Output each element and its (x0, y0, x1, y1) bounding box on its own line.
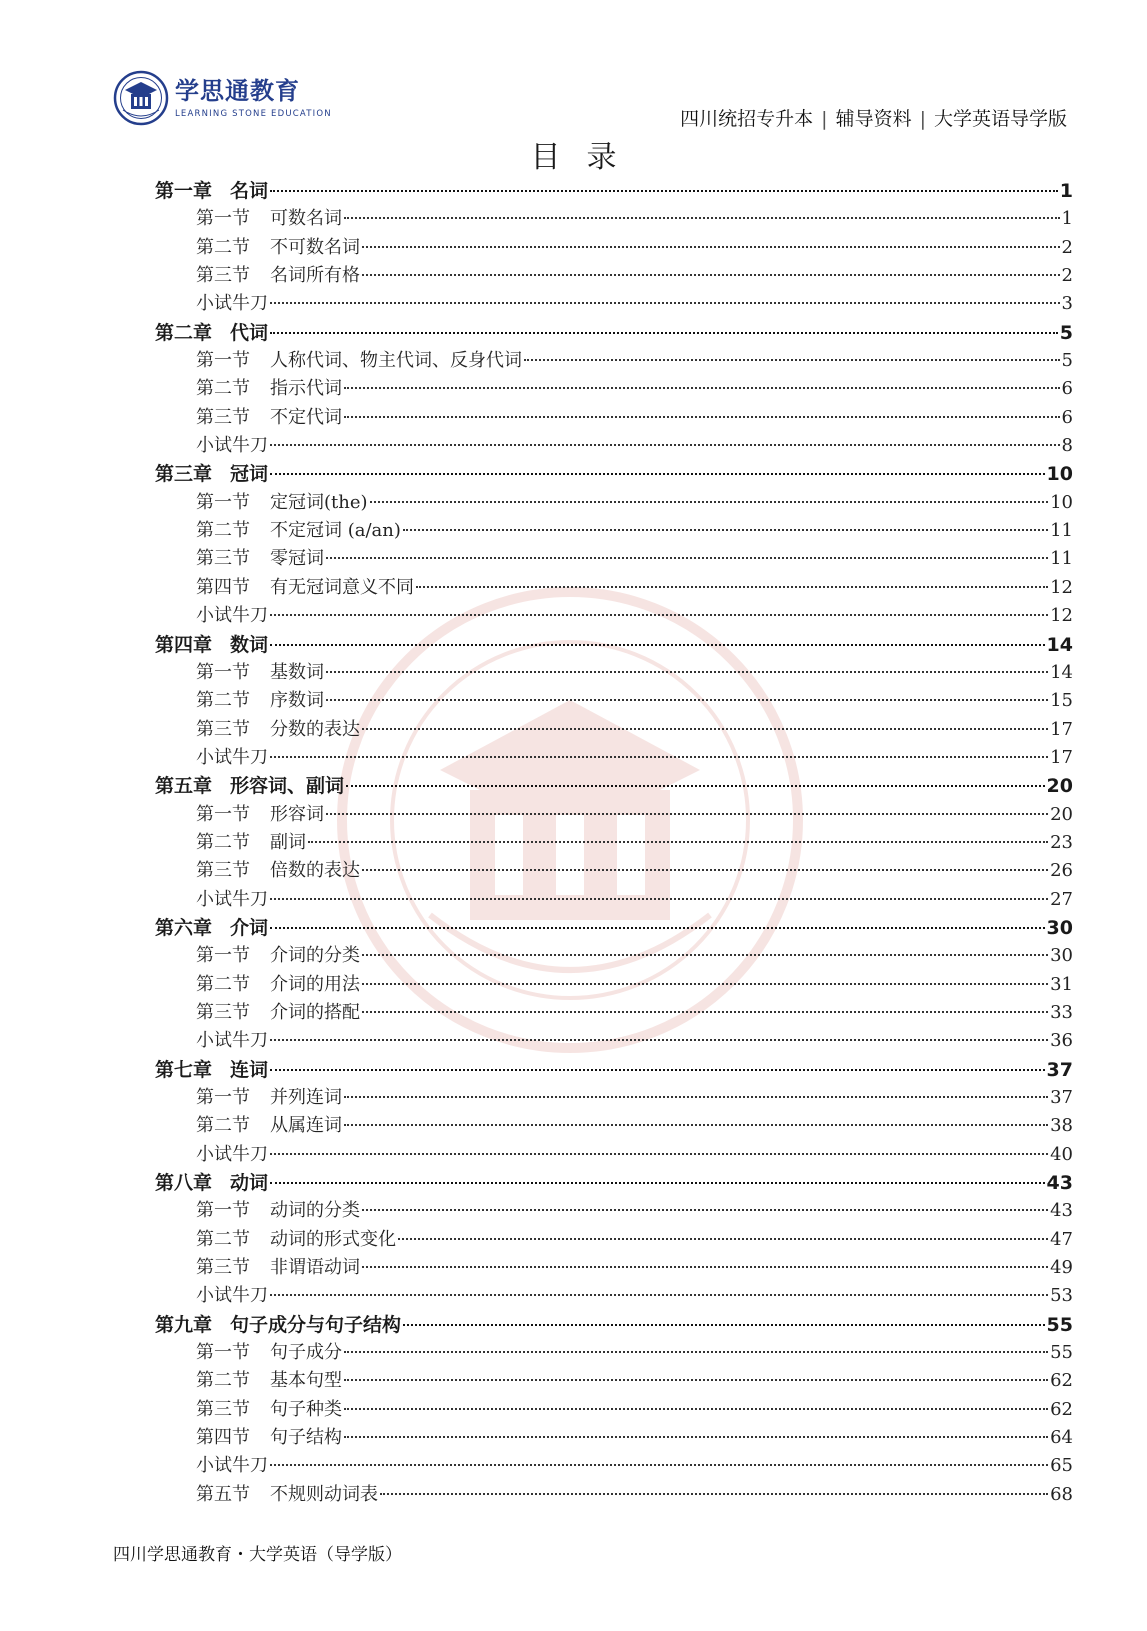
toc-entry-title: 指示代词 (270, 378, 342, 400)
dot-leader (270, 756, 1048, 758)
toc-entry-title: 数词 (230, 633, 269, 656)
dot-leader (362, 728, 1048, 730)
toc-entry-title: 代词 (230, 321, 269, 344)
toc-entry-title: 基数词 (270, 661, 324, 683)
toc-entry-title: 序数词 (270, 690, 324, 712)
dot-leader (362, 983, 1048, 985)
dot-leader (398, 1238, 1048, 1240)
toc-entry-title: 不定冠词 (a/an) (270, 520, 401, 542)
toc-page-number: 12 (1050, 605, 1073, 627)
dot-leader (370, 501, 1049, 503)
toc-page-number: 37 (1046, 1058, 1073, 1081)
dot-leader (344, 1096, 1048, 1098)
toc-section-row[interactable] (155, 829, 1073, 857)
toc-entry-label: 第二节 (196, 236, 250, 258)
dot-leader (270, 644, 1045, 646)
dot-leader (308, 841, 1048, 843)
toc-entry-title: 人称代词、物主代词、反身代词 (270, 350, 522, 372)
toc-entry-label: 第八章 (155, 1172, 213, 1195)
toc-entry-title: 句子种类 (270, 1398, 342, 1420)
toc-page-number: 27 (1050, 888, 1073, 910)
toc-entry-title: 非谓语动词 (270, 1257, 360, 1279)
toc-page-number: 14 (1046, 633, 1073, 656)
dot-leader (344, 1436, 1048, 1438)
toc-chapter-row[interactable] (155, 914, 1073, 942)
toc-page-number: 64 (1050, 1427, 1073, 1449)
toc-section-row[interactable] (155, 942, 1073, 970)
dot-leader (326, 699, 1048, 701)
dot-leader (270, 898, 1048, 900)
toc-entry-title: 并列连词 (270, 1087, 342, 1108)
brand-logo (113, 70, 332, 126)
toc-entry-title: 小试牛刀 (196, 1143, 268, 1165)
dot-leader (270, 1464, 1048, 1466)
toc-entry-label: 第九章 (155, 1313, 213, 1336)
series-separator: | (919, 108, 926, 130)
toc-section-row[interactable] (155, 687, 1073, 715)
toc-entry-label: 第三章 (155, 463, 213, 486)
toc-section-row[interactable] (155, 1339, 1073, 1367)
toc-section-row[interactable] (155, 1282, 1073, 1310)
toc-entry-title: 不可数名词 (270, 236, 360, 258)
toc-page-number: 10 (1050, 491, 1073, 513)
toc-chapter-row[interactable] (155, 631, 1073, 659)
toc-entry-title: 副词 (270, 831, 306, 853)
toc-entry-title: 名词 (230, 180, 269, 202)
toc-section-row[interactable] (155, 375, 1073, 403)
dot-leader (326, 671, 1048, 673)
toc-chapter-row[interactable] (155, 319, 1073, 347)
dot-leader (362, 274, 1060, 276)
page-footer: 四川学思通教育・大学英语（导学版） (113, 1545, 402, 1565)
series-part: 四川统招专升本 (680, 108, 814, 130)
toc-section-row[interactable] (155, 1424, 1073, 1452)
toc-entry-title: 形容词、副词 (230, 775, 345, 798)
toc-section-row[interactable] (155, 602, 1073, 630)
toc-page-number: 17 (1050, 718, 1073, 740)
toc-page-number: 62 (1050, 1370, 1073, 1392)
toc-section-row[interactable] (155, 404, 1073, 432)
toc-chapter-row[interactable] (155, 772, 1073, 800)
toc-entry-label: 第三节 (196, 406, 250, 428)
dot-leader (403, 529, 1048, 531)
dot-leader (270, 927, 1045, 929)
toc-chapter-row[interactable] (155, 460, 1073, 488)
toc-entry-label: 第三节 (196, 1398, 250, 1420)
toc-entry-title: 句子结构 (270, 1427, 342, 1449)
toc-section-row[interactable] (155, 290, 1073, 318)
toc-entry-title: 动词的形式变化 (270, 1228, 396, 1250)
toc-section-row[interactable] (155, 857, 1073, 885)
toc-entry-title: 不规则动词表 (270, 1483, 378, 1505)
toc-page-number: 20 (1050, 803, 1073, 825)
toc-entry-label: 第一节 (196, 1200, 250, 1222)
dot-leader (326, 557, 1048, 559)
toc-section-row[interactable] (155, 234, 1073, 262)
dot-leader (270, 1153, 1048, 1155)
dot-leader (344, 1379, 1048, 1381)
toc-entry-label: 第三节 (196, 860, 250, 882)
toc-entry-label: 第三节 (196, 265, 250, 287)
dot-leader (270, 190, 1058, 192)
series-part: 大学英语导学版 (933, 108, 1067, 130)
toc-entry-label: 第二节 (196, 1115, 250, 1137)
brand-emblem-icon (113, 70, 169, 126)
toc-page-number: 1 (1061, 208, 1073, 230)
toc-entry-title: 形容词 (270, 803, 324, 825)
toc-entry-label: 第一章 (155, 180, 213, 202)
toc-entry-title: 定冠词(the) (270, 491, 368, 513)
dot-leader (344, 1124, 1048, 1126)
toc-section-row[interactable] (155, 886, 1073, 914)
toc-entry-title: 零冠词 (270, 548, 324, 570)
toc-page-number: 6 (1061, 378, 1073, 400)
dot-leader (362, 1266, 1048, 1268)
toc-section-row[interactable] (155, 489, 1073, 517)
toc-entry-label: 第一节 (196, 661, 250, 683)
toc-page-number: 2 (1061, 265, 1073, 287)
toc-entry-label: 第一节 (196, 1087, 250, 1108)
toc-page-number: 47 (1050, 1228, 1073, 1250)
toc-section-row[interactable] (155, 1084, 1073, 1112)
dot-leader (270, 444, 1060, 446)
toc-page-number: 14 (1050, 661, 1073, 683)
toc-entry-title: 小试牛刀 (196, 293, 268, 315)
toc-entry-title: 分数的表达 (270, 718, 360, 740)
toc-entry-title: 句子成分与句子结构 (230, 1313, 402, 1336)
toc-entry-title: 连词 (230, 1058, 269, 1081)
toc-entry-label: 第一节 (196, 1342, 250, 1364)
toc-entry-label: 第二节 (196, 831, 250, 853)
dot-leader (362, 869, 1048, 871)
dot-leader (326, 813, 1048, 815)
brand-name: 学思通教育 (175, 77, 300, 105)
toc-page-number: 38 (1050, 1115, 1073, 1137)
dot-leader (362, 1011, 1048, 1013)
dot-leader (270, 1294, 1048, 1296)
toc-section-row[interactable] (155, 1254, 1073, 1282)
toc-page-number: 15 (1050, 690, 1073, 712)
brand-name-english: LEARNING STONE EDUCATION (175, 109, 332, 119)
dot-leader (270, 1069, 1045, 1071)
toc-section-row[interactable] (155, 1226, 1073, 1254)
toc-entry-title: 小试牛刀 (196, 605, 268, 627)
toc-page-number: 8 (1061, 435, 1073, 457)
toc-chapter-row[interactable] (155, 1311, 1073, 1339)
toc-entry-title: 从属连词 (270, 1115, 342, 1137)
toc-entry-title: 基本句型 (270, 1370, 342, 1392)
dot-leader (270, 1039, 1048, 1041)
toc-page-number: 6 (1061, 406, 1073, 428)
toc-section-row[interactable] (155, 1197, 1073, 1225)
toc-entry-title: 介词 (230, 916, 269, 939)
toc-entry-label: 第一节 (196, 208, 250, 230)
toc-section-row[interactable] (155, 716, 1073, 744)
toc-page-number: 43 (1050, 1200, 1073, 1222)
toc-entry-title: 倍数的表达 (270, 860, 360, 882)
toc-entry-label: 第一节 (196, 945, 250, 967)
table-of-contents (155, 177, 1073, 1509)
toc-page-number: 30 (1050, 945, 1073, 967)
toc-page-number: 12 (1050, 576, 1073, 598)
toc-entry-title: 有无冠词意义不同 (270, 576, 414, 598)
toc-page-number: 2 (1061, 236, 1073, 258)
toc-section-row[interactable] (155, 1396, 1073, 1424)
toc-entry-title: 小试牛刀 (196, 888, 268, 910)
dot-leader (270, 473, 1045, 475)
dot-leader (344, 217, 1060, 219)
dot-leader (403, 1324, 1045, 1326)
toc-entry-label: 第七章 (155, 1058, 213, 1081)
toc-page-number: 1 (1059, 180, 1073, 202)
toc-entry-label: 第三节 (196, 548, 250, 570)
toc-page-number: 40 (1050, 1143, 1073, 1165)
dot-leader (362, 246, 1060, 248)
toc-entry-title: 小试牛刀 (196, 435, 268, 457)
toc-page-number: 17 (1050, 746, 1073, 768)
toc-entry-title: 介词的分类 (270, 945, 360, 967)
toc-entry-label: 第三节 (196, 718, 250, 740)
toc-chapter-row[interactable] (155, 1056, 1073, 1084)
series-separator: | (821, 108, 828, 130)
toc-entry-title: 名词所有格 (270, 265, 360, 287)
toc-page-number: 36 (1050, 1030, 1073, 1052)
toc-page-number: 20 (1046, 775, 1073, 798)
toc-section-row[interactable] (155, 744, 1073, 772)
toc-page-number: 30 (1046, 916, 1073, 939)
toc-section-row[interactable] (155, 1141, 1073, 1169)
dot-leader (344, 387, 1060, 389)
dot-leader (270, 614, 1048, 616)
toc-entry-label: 第一节 (196, 803, 250, 825)
toc-entry-title: 小试牛刀 (196, 1030, 268, 1052)
toc-section-row[interactable] (155, 262, 1073, 290)
toc-page-number: 49 (1050, 1257, 1073, 1279)
toc-entry-label: 第五节 (196, 1483, 250, 1505)
toc-section-row[interactable] (155, 205, 1073, 233)
toc-section-row[interactable] (155, 1481, 1073, 1509)
toc-page-number: 65 (1050, 1455, 1073, 1477)
toc-page-number: 62 (1050, 1398, 1073, 1420)
toc-entry-label: 第四章 (155, 633, 213, 656)
toc-chapter-row[interactable] (155, 177, 1073, 205)
toc-entry-label: 第一节 (196, 350, 250, 372)
toc-entry-label: 第六章 (155, 916, 213, 939)
toc-entry-label: 第二节 (196, 973, 250, 995)
toc-section-row[interactable] (155, 1027, 1073, 1055)
toc-page-number: 5 (1061, 350, 1073, 372)
toc-section-row[interactable] (155, 432, 1073, 460)
toc-entry-label: 第二节 (196, 1370, 250, 1392)
toc-page-number: 11 (1050, 520, 1073, 542)
toc-entry-title: 小试牛刀 (196, 1455, 268, 1477)
toc-section-row[interactable] (155, 545, 1073, 573)
toc-entry-title: 小试牛刀 (196, 746, 268, 768)
toc-entry-title: 不定代词 (270, 406, 342, 428)
toc-entry-title: 句子成分 (270, 1342, 342, 1364)
toc-entry-label: 第一节 (196, 491, 250, 513)
dot-leader (416, 586, 1048, 588)
toc-entry-label: 第二节 (196, 378, 250, 400)
header-series (680, 104, 1067, 131)
toc-page-number: 68 (1050, 1483, 1073, 1505)
toc-page-number: 23 (1050, 831, 1073, 853)
toc-page-number: 43 (1046, 1172, 1073, 1195)
series-part: 辅导资料 (835, 108, 912, 130)
toc-page-number: 5 (1059, 321, 1073, 344)
dot-leader (344, 416, 1060, 418)
toc-chapter-row[interactable] (155, 1169, 1073, 1197)
dot-leader (270, 1182, 1045, 1184)
toc-section-row[interactable] (155, 517, 1073, 545)
toc-entry-title: 可数名词 (270, 208, 342, 230)
dot-leader (362, 954, 1048, 956)
toc-entry-title: 冠词 (230, 463, 269, 486)
toc-section-row[interactable] (155, 999, 1073, 1027)
toc-entry-title: 介词的用法 (270, 973, 360, 995)
toc-section-row[interactable] (155, 574, 1073, 602)
toc-entry-label: 第二节 (196, 690, 250, 712)
dot-leader (270, 332, 1058, 334)
toc-page-number: 11 (1050, 548, 1073, 570)
toc-page-number: 37 (1050, 1087, 1073, 1108)
toc-section-row[interactable] (155, 659, 1073, 687)
toc-entry-label: 第二章 (155, 321, 213, 344)
toc-section-row[interactable] (155, 801, 1073, 829)
dot-leader (270, 302, 1060, 304)
toc-entry-label: 第三节 (196, 1257, 250, 1279)
page-title: 目录 (530, 140, 643, 175)
toc-entry-title: 动词的分类 (270, 1200, 360, 1222)
toc-entry-label: 第四节 (196, 576, 250, 598)
toc-section-row[interactable] (155, 1367, 1073, 1395)
toc-page-number: 33 (1050, 1001, 1073, 1023)
toc-entry-title: 介词的搭配 (270, 1001, 360, 1023)
toc-entry-title: 动词 (230, 1172, 269, 1195)
toc-page-number: 26 (1050, 860, 1073, 882)
toc-section-row[interactable] (155, 1452, 1073, 1480)
toc-page-number: 55 (1046, 1313, 1073, 1336)
dot-leader (524, 359, 1060, 361)
dot-leader (362, 1209, 1048, 1211)
dot-leader (344, 1408, 1048, 1410)
toc-section-row[interactable] (155, 347, 1073, 375)
dot-leader (344, 1351, 1048, 1353)
toc-section-row[interactable] (155, 971, 1073, 999)
toc-entry-label: 第二节 (196, 520, 250, 542)
toc-page-number: 55 (1050, 1342, 1073, 1364)
toc-page-number: 53 (1050, 1285, 1073, 1307)
dot-leader (380, 1493, 1048, 1495)
toc-entry-label: 第四节 (196, 1427, 250, 1449)
dot-leader (346, 785, 1045, 787)
toc-entry-label: 第三节 (196, 1001, 250, 1023)
toc-page-number: 10 (1046, 463, 1073, 486)
toc-page-number: 31 (1050, 973, 1073, 995)
toc-section-row[interactable] (155, 1112, 1073, 1140)
toc-entry-title: 小试牛刀 (196, 1285, 268, 1307)
toc-entry-label: 第二节 (196, 1228, 250, 1250)
toc-page-number: 3 (1061, 293, 1073, 315)
toc-entry-label: 第五章 (155, 775, 213, 798)
